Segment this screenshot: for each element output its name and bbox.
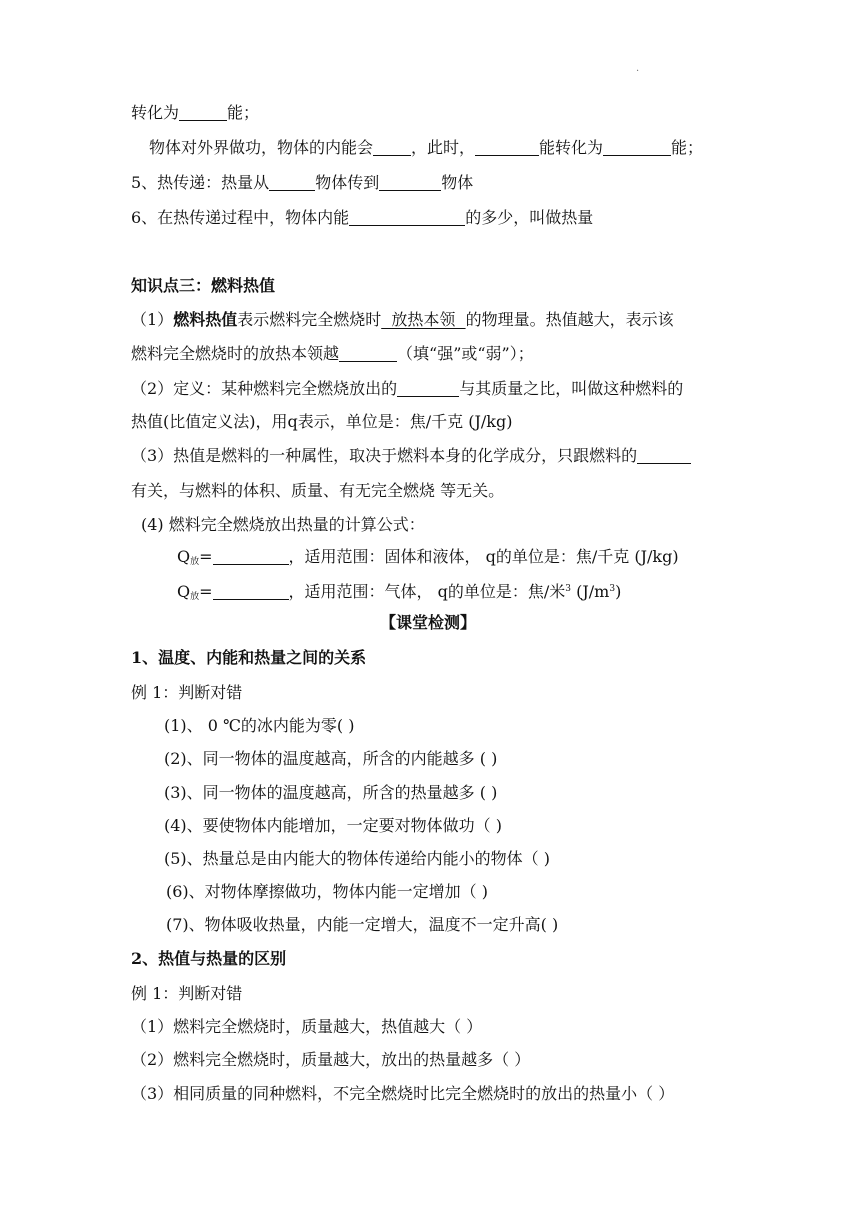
filled-answer: 放热本领 (381, 310, 466, 329)
line-heat-transfer: 5、热传递：热量从 物体传到 物体 (131, 173, 474, 192)
answer-blank[interactable] (339, 344, 397, 362)
paragraph-heat-value-meaning-2: 燃料完全燃烧时的放热本领越 （填“强”或“弱”）； (131, 344, 534, 363)
paragraph-definition: （2）定义：某种燃料完全燃烧放出的 与其质量之比，叫做这种燃料的 (131, 379, 684, 398)
formula-solid-liquid: $Q_放=$ ，适用范围：固体和液体， q的单位是：焦/千克 (J/kg) (177, 547, 679, 567)
answer-blank[interactable] (349, 208, 465, 226)
answer-blank[interactable] (475, 138, 539, 156)
answer-blank[interactable] (179, 103, 227, 121)
answer-blank[interactable] (379, 173, 441, 191)
line-convert: 转化为 能； (131, 103, 260, 122)
judge-item: （2）燃料完全燃烧时，质量越大，放出的热量越多（ ） (131, 1050, 531, 1069)
section-title-fuel-heat-value: 知识点三：燃料热值 (131, 276, 276, 295)
answer-blank[interactable] (373, 138, 411, 156)
answer-blank[interactable] (637, 446, 691, 464)
answer-blank[interactable] (397, 379, 459, 397)
question-2-title: 2、热值与热量的区别 (131, 949, 287, 968)
judge-item: (1)、 0 ℃的冰内能为零( ) (164, 716, 355, 735)
judge-item: (6)、对物体摩擦做功，物体内能一定增加（ ) (166, 882, 488, 901)
judge-item: (2)、同一物体的温度越高，所含的内能越多 ( ) (164, 749, 498, 768)
paragraph-definition-2: 热值(比值定义法)，用q表示，单位是：焦/千克 (J/kg) (131, 412, 513, 431)
line-heat-quantity: 6、在热传递过程中，物体内能 的多少，叫做热量 (131, 208, 594, 227)
heading-class-check: 【课堂检测】 (380, 613, 477, 632)
paragraph-formula-intro: (4) 燃料完全燃烧放出热量的计算公式： (141, 515, 425, 534)
formula-gas: $Q_放=$ ，适用范围：气体， q的单位是：焦/米$^3$ $(J/m^3)$ (177, 582, 622, 602)
paragraph-property-2: 有关，与燃料的体积、质量、有无完全燃烧 等无关。 (131, 481, 505, 500)
judge-item: (4)、要使物体内能增加，一定要对物体做功（ ) (164, 816, 502, 835)
judge-item: （3）相同质量的同种燃料，不完全燃烧时比完全燃烧时的放出的热量小（ ） (131, 1084, 675, 1103)
answer-blank[interactable] (603, 138, 671, 156)
answer-blank[interactable] (213, 582, 289, 600)
judge-item: （1）燃料完全燃烧时，质量越大，热值越大（ ） (131, 1017, 483, 1036)
judge-item: (3)、同一物体的温度越高，所含的热量越多 ( ) (164, 783, 498, 802)
paragraph-property: （3）热值是燃料的一种属性，取决于燃料本身的化学成分，只跟燃料的 (131, 445, 691, 467)
question-1-title: 1、温度、内能和热量之间的关系 (131, 648, 367, 667)
question-1-example-label: 例 1：判断对错 (131, 683, 243, 702)
answer-blank[interactable] (269, 173, 315, 191)
judge-item: (7)、物体吸收热量，内能一定增大，温度不一定升高( ) (166, 915, 559, 934)
answer-blank[interactable] (213, 547, 289, 565)
judge-item: (5)、热量总是由内能大的物体传递给内能小的物体（ ) (164, 849, 550, 868)
paragraph-heat-value-meaning: （1）燃料热值表示燃料完全燃烧时 放热本领 的物理量。热值越大，表示该 (131, 310, 674, 329)
line-work-done: 物体对外界做功，物体的内能会 ，此时， 能转化为 能； (149, 138, 704, 157)
question-2-example-label: 例 1：判断对错 (131, 984, 243, 1003)
page-mark-dot: · (636, 66, 640, 77)
